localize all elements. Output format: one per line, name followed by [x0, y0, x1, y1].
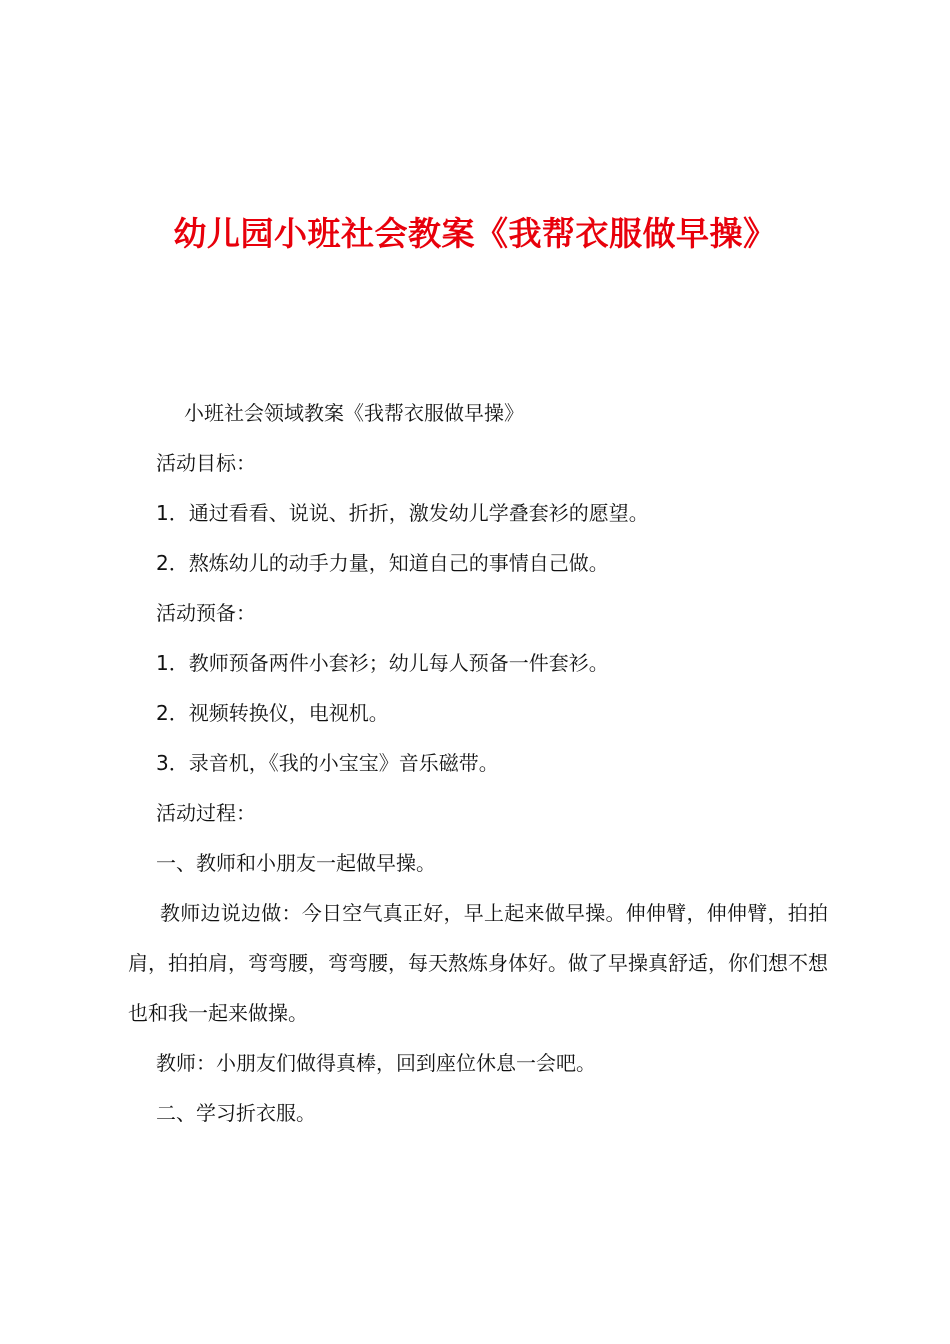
section-heading-process: 活动过程： — [156, 801, 256, 825]
process-step-1-text: 教师边说边做：今日空气真正好，早上起来做早操。伸伸臂，伸伸臂，拍拍肩，拍拍肩，弯弯腰，弯弯腰，每天熬炼身体好。做了早操真舒适，你们想不想也和我一起来做操。 — [128, 901, 828, 1025]
document-body — [128, 388, 828, 1138]
process-step-1-heading: 一、教师和小朋友一起做早操。 — [156, 851, 436, 875]
document-title: 幼儿园小班社会教案《我帮衣服做早操》 — [173, 214, 777, 253]
goal-item-2: 2．熬炼幼儿的动手力量，知道自己的事情自己做。 — [156, 551, 609, 575]
preparation-item-2: 2．视频转换仪，电视机。 — [156, 701, 389, 725]
goal-item-1: 1．通过看看、说说、折折，激发幼儿学叠套衫的愿望。 — [156, 501, 649, 525]
section-heading-goals: 活动目标： — [156, 451, 256, 475]
process-step-2-heading: 二、学习折衣服。 — [156, 1101, 316, 1125]
preparation-item-3: 3．录音机，《我的小宝宝》音乐磁带。 — [156, 751, 499, 775]
subtitle-paragraph: 小班社会领域教案《我帮衣服做早操》 — [184, 401, 524, 425]
section-heading-preparation: 活动预备： — [156, 601, 256, 625]
process-step-1-teacher-line: 教师：小朋友们做得真棒，回到座位休息一会吧。 — [156, 1051, 596, 1075]
preparation-item-1: 1．教师预备两件小套衫；幼儿每人预备一件套衫。 — [156, 651, 609, 675]
